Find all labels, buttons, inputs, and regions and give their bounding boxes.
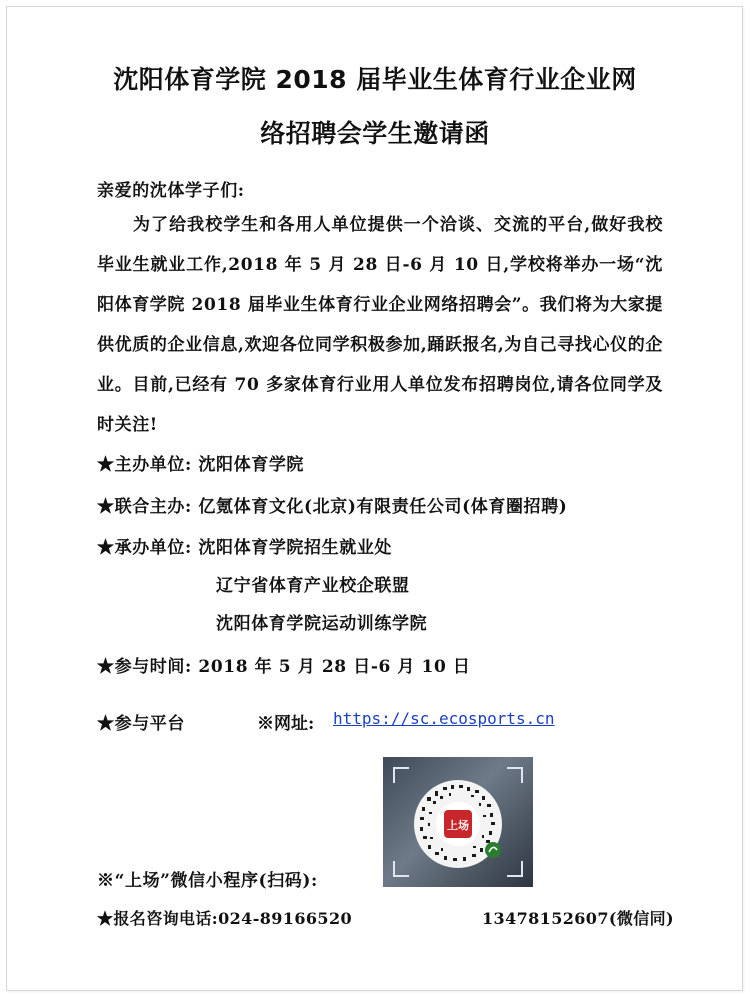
qr-logo-text: 上场 (447, 819, 469, 832)
document-title-line-1: 沈阳体育学院 2018 届毕业生体育行业企业网 (113, 65, 637, 94)
mini-program-note: ※“上场”微信小程序(扫码): (97, 871, 318, 891)
organizer-value: 沈阳体育学院 (198, 455, 305, 475)
organizer-label: ★主办单位: (97, 455, 192, 475)
co-organizer-value: 亿氪体育文化(北京)有限责任公司(体育圈招聘) (198, 497, 568, 517)
undertaker-value-3: 沈阳体育学院运动训练学院 (216, 614, 428, 634)
undertaker-row (97, 533, 392, 558)
contact-mobile: 13478152607(微信同) (482, 909, 675, 928)
qr-code-graphic (383, 757, 533, 887)
mini-program-badge-icon (485, 842, 501, 858)
contact-phone: ★报名咨询电话:024-89166520 (97, 909, 353, 928)
platform-url-link[interactable]: https://sc.ecosports.cn (333, 709, 555, 728)
document-title-line-2: 络招聘会学生邀请函 (260, 119, 490, 148)
mini-program-qr-code (383, 757, 533, 887)
undertaker-label: ★承办单位: (97, 538, 192, 558)
time-value: 2018 年 5 月 28 日-6 月 10 日 (198, 657, 471, 677)
undertaker-value-1: 沈阳体育学院招生就业处 (198, 538, 393, 558)
greeting: 亲爱的沈体学子们: (97, 181, 245, 201)
platform-label: ★参与平台 (97, 714, 185, 734)
time-row (97, 652, 471, 677)
body-paragraph: 为了给我校学生和各用人单位提供一个洽谈、交流的平台,做好我校毕业生就业工作,2018 年 5 月 28 日-6 月 10 日,学校将举办一场“沈阳体育学院 2018 届毕业生体育行业企业网络招聘会”。我们将为大家提供优质的企业信息,欢迎各位同学积极参加,踊跃报名,为自己寻找心仪的企业。目前,已经有 70 多家体育行业用人单位发布招聘岗位,请各位同学及时关注! (97, 215, 663, 435)
co-organizer-row (97, 492, 567, 517)
time-label: ★参与时间: (97, 657, 192, 677)
organizer-row (97, 450, 304, 475)
co-organizer-label: ★联合主办: (97, 497, 192, 517)
undertaker-value-2: 辽宁省体育产业校企联盟 (216, 576, 410, 596)
url-prefix: ※网址: (257, 714, 315, 734)
